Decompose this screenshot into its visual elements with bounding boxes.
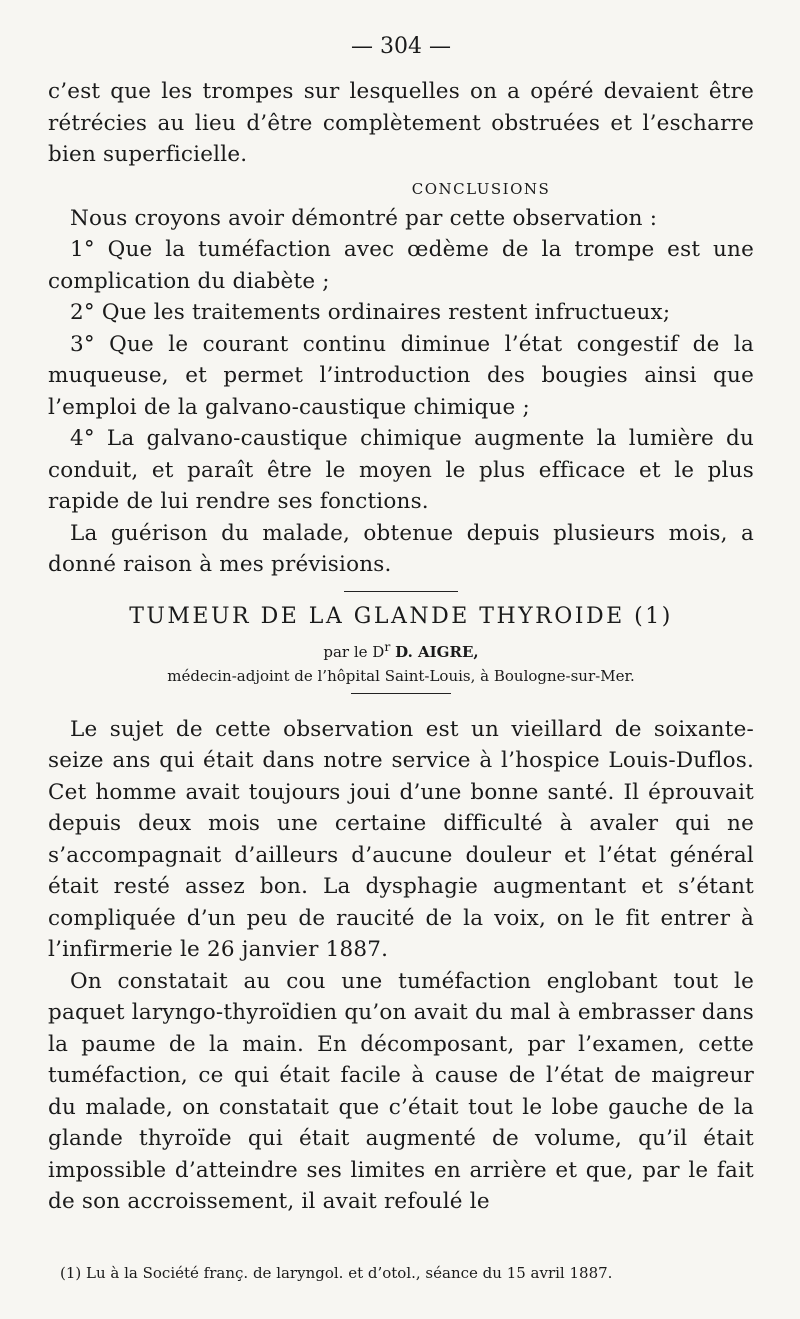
conclusion-item-4: 4° La galvano-caustique chimique augmente la lumière du conduit, et paraît être le moyen le plus efficace et le plus rapide de lui rendre ses fonctions. [48, 426, 754, 514]
page-number: — 304 — [351, 34, 451, 59]
conclusions-closing: La guérison du malade, obtenue depuis plusieurs mois, a donné raison à mes prévisions. [48, 520, 754, 577]
conclusion-item-2: 2° Que les traitements ordinaires restent infructueux; [70, 300, 671, 325]
conclusions-heading: CONCLUSIONS [411, 179, 551, 198]
title-divider [351, 693, 451, 694]
author-name: D. AIGRE, [395, 642, 479, 661]
article-title: TUMEUR DE LA GLANDE THYROIDE (1) [129, 603, 673, 629]
article-paragraph-1: Le sujet de cette observation est un vieillard de soixante-seize ans qui était dans notre service à l’hospice Louis-Duflos. Cet homme avait toujours joui d’une bonne santé. Il éprouvait depuis deux mois une certaine difficulté à avaler qui ne s’accompagnait d’ailleurs d’aucune douleur et l’état général était resté assez bon. La dysphagie augmentant et s’étant compliquée d’un peu de raucité de la voix, on le fit entrer à l’infirmerie le 26 janvier 1887. [48, 716, 754, 962]
author-prefix: par le D [323, 642, 385, 661]
footnote: (1) Lu à la Société franç. de laryngol. et d’otol., séance du 15 avril 1887. [60, 1264, 613, 1282]
article-paragraph-2: On constatait au cou une tuméfaction englobant tout le paquet laryngo-thyroïdien qu’on avait du mal à embrasser dans la paume de la main. En décomposant, par l’examen, cette tuméfaction, ce qui était facile à cause de l’état de maigreur du malade, on constatait que c’était tout le lobe gauche de la glande thyroïde qui était augmenté de volume, qu’il était impossible d’atteindre ses limites en arrière et que, par le fait de son accroissement, il avait refoulé le [48, 968, 754, 1214]
article-author [48, 636, 754, 663]
continuation-paragraph: c’est que les trompes sur lesquelles on a opéré devaient être rétrécies au lieu d’être complètement obstruées et l’escharre bien superficielle. [48, 79, 754, 167]
author-affiliation: médecin-adjoint de l’hôpital Saint-Louis, à Boulogne-sur-Mer. [167, 666, 635, 685]
conclusion-item-1: 1° Que la tuméfaction avec œdème de la trompe est une complication du diabète ; [48, 237, 754, 294]
conclusions-intro: Nous croyons avoir démontré par cette observation : [70, 205, 658, 231]
conclusion-item-3: 3° Que le courant continu diminue l’état congestif de la muqueuse, et permet l’introduction des bougies ainsi que l’emploi de la galvano-caustique chimique ; [48, 331, 754, 420]
author-title-sup: r [384, 638, 391, 654]
section-divider [344, 591, 458, 592]
